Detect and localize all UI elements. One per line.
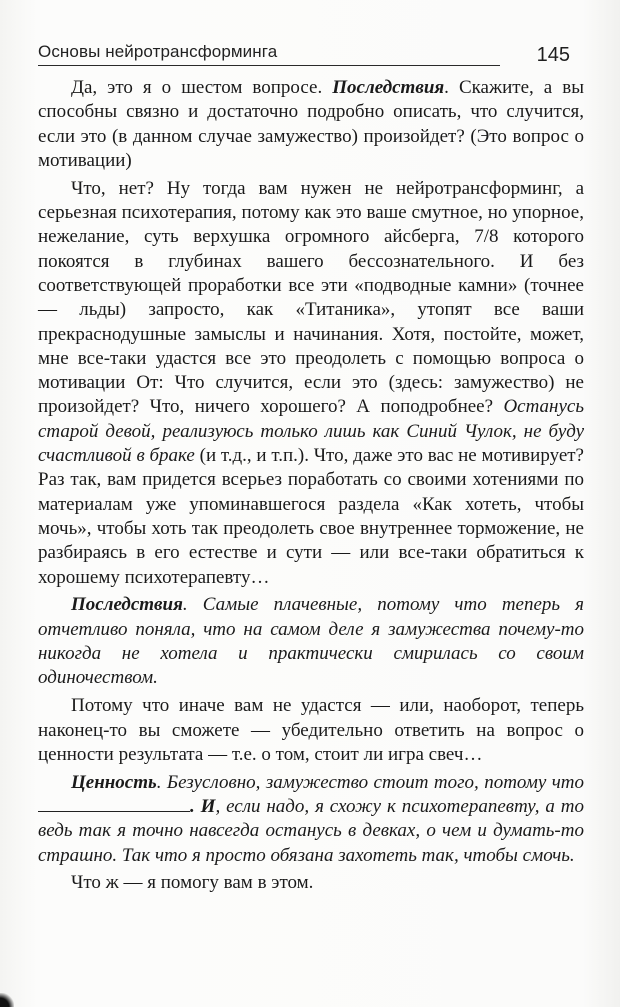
- text-run: Что, нет? Ну тогда вам нужен не нейротрансформинг, а серьезная психотерапия, потому как это ваше смутное, но упорное, нежелание, суть верхушка огромного айсберга, 7/8 которого покоятся в глубинах вашего бессознательного. И без соответствующей проработки все эти «подводные камни» (точнее — льды) запросто, как «Титаника», утопят все ваши прекраснодушные замыслы и начинания. Хотя, постойте, может, мне все-таки удастся все это преодолеть с помощью вопроса о мотивации От: Что случится, если это (здесь: замужество) не произойдет? Что, ничего хорошего? А поподробнее?: [38, 177, 584, 418]
- bold-run: . И: [190, 795, 216, 817]
- italic-run: . Безусловно, замужество стоит того, потому что: [156, 771, 584, 793]
- paragraph-example: [38, 771, 584, 868]
- text-run: Да, это я о шестом вопросе.: [71, 77, 333, 98]
- paragraph: [38, 177, 584, 590]
- scan-corner-shadow: [0, 993, 14, 1007]
- term-consequences: Последствия: [332, 77, 445, 98]
- paragraph: [38, 871, 584, 895]
- text-run: Что ж — я помогу вам в этом.: [71, 872, 314, 894]
- italic-run: , если надо, я схожу к психотерапевту, а то ведь так я точно навсегда останусь в девках, о чем и думать-то страшно. Так что я просто обязана захотеть так, чтобы смочь.: [38, 795, 584, 866]
- fill-in-blank: [38, 795, 190, 812]
- italic-run: . Самые плачевные, потому что теперь я отчетливо поняла, что на самом деле я замужества почему-то никогда не хотела и практически смирилась со своим одиночеством.: [38, 594, 584, 689]
- paragraph: [38, 694, 584, 767]
- page-number: 145: [536, 44, 570, 66]
- paragraph-example: [38, 593, 584, 690]
- text-run: (и т.д., и т.п.). Что, даже это вас не мотивирует? Раз так, вам придется всерьез поработать со своими хотениями по материалам уже упоминавшегося раздела «Как хотеть, чтобы мочь», чтобы хоть так преодолеть свое внутреннее торможение, не разбираясь в его естестве и сути — или все-таки обратиться к хорошему психотерапевту…: [38, 445, 584, 588]
- running-title: Основы нейротрансформинга: [38, 42, 278, 61]
- header-rule: [38, 65, 500, 66]
- text-run: Потому что иначе вам не удастся — или, наоборот, теперь наконец-то вы сможете — убедительно ответить на вопрос о ценности результата — т.е. о том, стоит ли игра свеч…: [38, 695, 584, 765]
- term-value: Ценность: [71, 771, 157, 793]
- italic-run: Останусь старой девой, реализуюсь только лишь как Синий Чулок, не буду счастливой в браке: [38, 396, 584, 467]
- page-header: [38, 40, 578, 72]
- text-run: . Скажите, а вы способны связно и достаточно подробно описать, что случится, если это (в данном случае замужество) произойдет? (Это вопрос о мотивации): [38, 77, 584, 171]
- body-text: [38, 76, 584, 899]
- paragraph: [38, 76, 584, 173]
- term-consequences: Последствия: [71, 594, 183, 616]
